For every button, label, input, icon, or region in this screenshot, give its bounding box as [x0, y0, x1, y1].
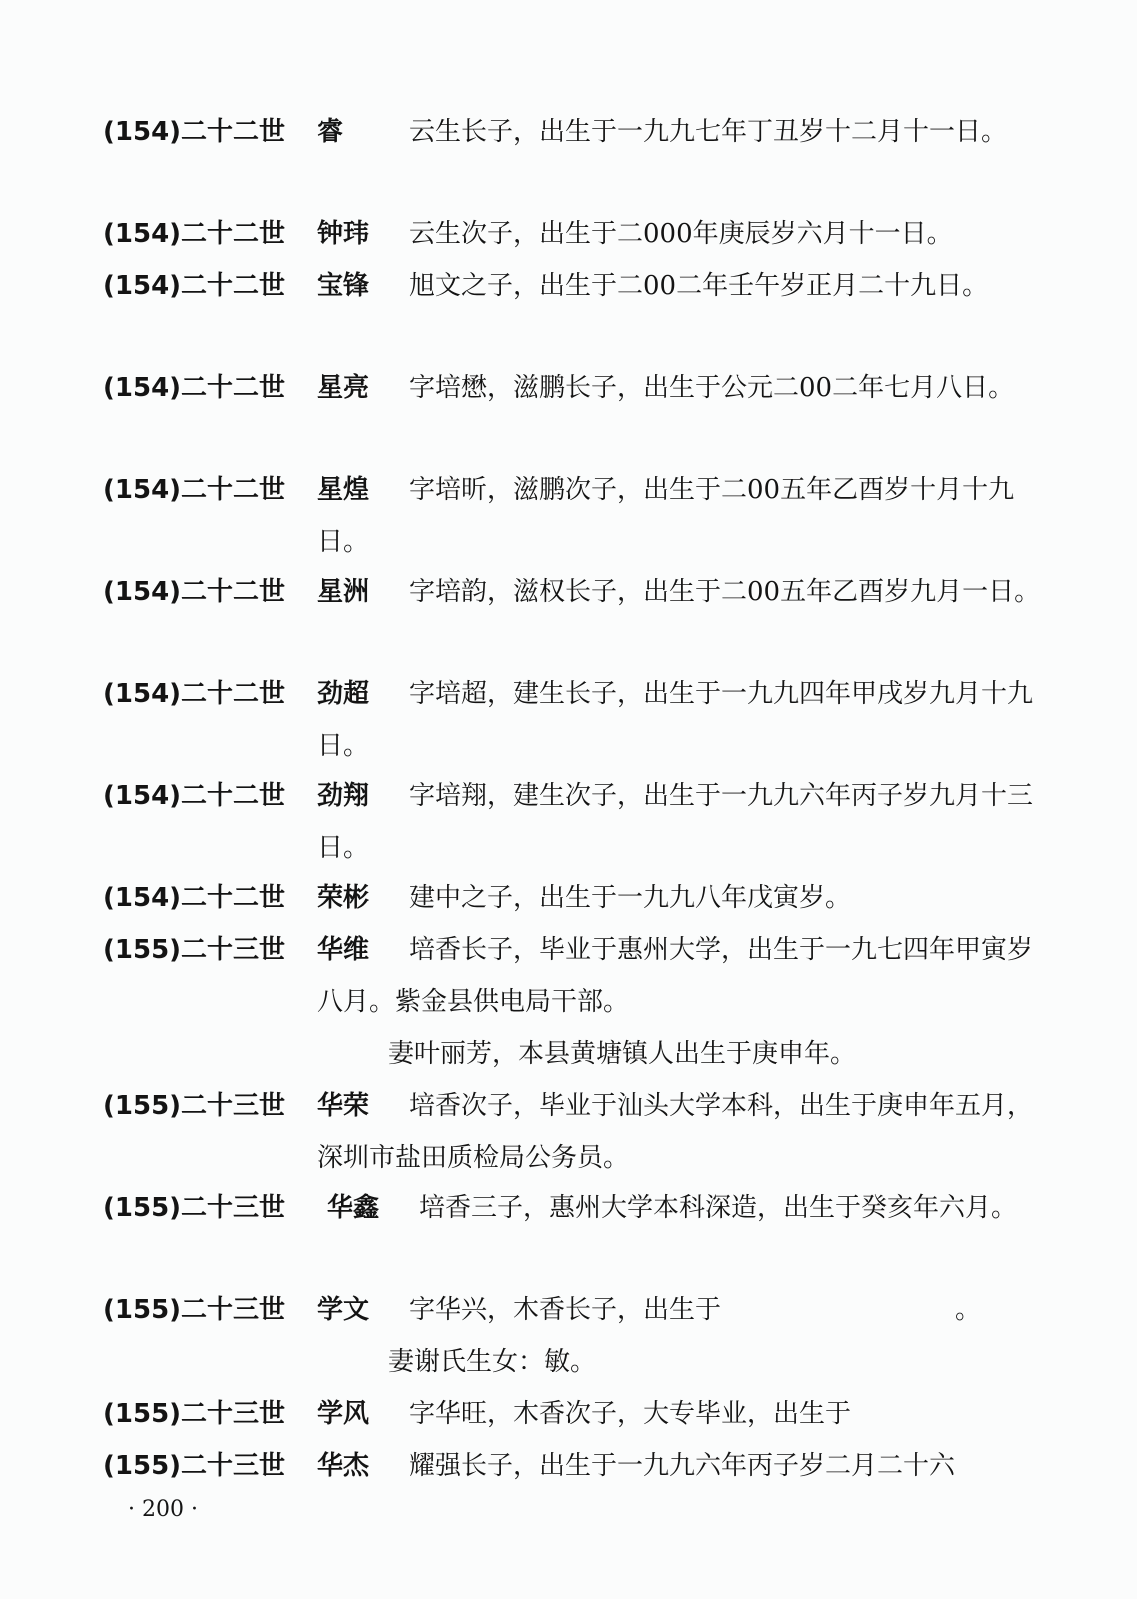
person-name: 华杰	[317, 1451, 370, 1481]
generation-label: (154)二十二世	[103, 883, 286, 913]
generation-label: (154)二十二世	[103, 577, 286, 607]
generation-label: (155)二十三世	[103, 1091, 286, 1121]
entry-text: 旭文之子，出生于二00二年壬午岁正月二十九日。	[409, 271, 989, 301]
person-name: 荣彬	[317, 883, 370, 913]
entry-text: 建中之子，出生于一九九八年戊寅岁。	[409, 883, 852, 913]
entry-text: 字培懋，滋鹏长子，出生于公元二00二年七月八日。	[409, 373, 1015, 403]
person-name: 钟玮	[317, 219, 370, 249]
person-name: 学文	[317, 1295, 370, 1325]
generation-label: (155)二十三世	[103, 1451, 286, 1481]
person-name: 劲翔	[317, 781, 370, 811]
person-name: 华荣	[317, 1091, 370, 1121]
entry-text: 培香长子，毕业于惠州大学，出生于一九七四年甲寅岁八月。紫金县供电局干部。	[317, 935, 1034, 1017]
generation-label: (154)二十二世	[103, 219, 286, 249]
entry-text: 字培超，建生长子，出生于一九九四年甲戌岁九月十九日。	[317, 679, 1034, 761]
entry-text: 云生次子，出生于二000年庚辰岁六月十一日。	[409, 219, 953, 249]
generation-label: (154)二十二世	[103, 373, 286, 403]
generation-label: (155)二十三世	[103, 1295, 286, 1325]
generation-label: (154)二十二世	[103, 475, 286, 505]
entry-text: 字华兴，木香长子，出生于 。	[409, 1295, 982, 1325]
entry-text: 字培韵，滋权长子，出生于二00五年乙酉岁九月一日。	[409, 577, 1041, 607]
generation-label: (154)二十二世	[103, 117, 286, 147]
entry-text: 云生长子，出生于一九九七年丁丑岁十二月十一日。	[409, 117, 1008, 147]
entry-text: 耀强长子，出生于一九九六年丙子岁二月二十六	[409, 1451, 956, 1481]
person-name: 宝锋	[317, 271, 370, 301]
person-name: 星亮	[317, 373, 370, 403]
person-name: 华鑫	[327, 1193, 380, 1223]
entry-text: 字华旺，木香次子，大专毕业，出生于	[409, 1399, 852, 1429]
person-name: 学风	[317, 1399, 370, 1429]
entry-text: 字培翔，建生次子，出生于一九九六年丙子岁九月十三日。	[317, 781, 1034, 863]
generation-label: (154)二十二世	[103, 781, 286, 811]
person-name: 华维	[317, 935, 370, 965]
person-name: 星洲	[317, 577, 370, 607]
generation-label: (154)二十二世	[103, 271, 286, 301]
person-name: 星煌	[317, 475, 370, 505]
generation-label: (155)二十三世	[103, 1193, 286, 1223]
spouse-note: 妻谢氏生女：敏。	[388, 1347, 597, 1377]
entry-text: 字培昕，滋鹏次子，出生于二00五年乙酉岁十月十九日。	[317, 475, 1015, 557]
generation-label: (155)二十三世	[103, 1399, 286, 1429]
generation-label: (155)二十三世	[103, 935, 286, 965]
entry-text: 培香次子，毕业于汕头大学本科，出生于庚申年五月，深圳市盐田质检局公务员。	[317, 1091, 1034, 1173]
generation-label: (154)二十二世	[103, 679, 286, 709]
spouse-note: 妻叶丽芳，本县黄塘镇人出生于庚申年。	[388, 1039, 857, 1069]
person-name: 睿	[317, 117, 344, 147]
entry-text: 培香三子，惠州大学本科深造，出生于癸亥年六月。	[419, 1193, 1018, 1223]
page-number: · 200 ·	[128, 1497, 198, 1522]
person-name: 劲超	[317, 679, 370, 709]
